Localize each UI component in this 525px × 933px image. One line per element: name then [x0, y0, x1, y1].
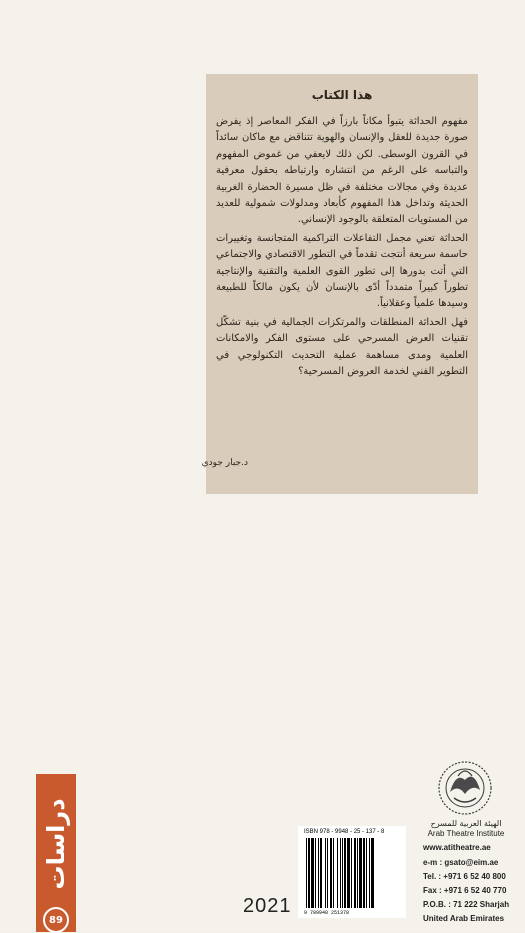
about-book-box: [201, 74, 478, 494]
series-label: دراسات: [42, 798, 70, 890]
isbn-digits: 9 789948 251378: [304, 910, 350, 916]
barcode-icon: [304, 838, 400, 908]
isbn-label: ISBN 978 - 9948 - 25 - 137 - 8: [304, 829, 385, 835]
publisher-tel: Tel. : +971 6 52 40 800: [423, 872, 506, 881]
publisher-logo-icon: [436, 758, 494, 820]
publication-year: 2021: [243, 895, 292, 917]
about-title: هذا الكتاب: [311, 88, 373, 102]
publisher-website: www.atitheatre.ae: [423, 843, 491, 852]
publisher-country: United Arab Emirates: [423, 914, 505, 923]
author-signature: د.جبار جودي: [201, 458, 248, 468]
publisher-name-en: Arab Theatre Institute: [427, 829, 505, 838]
publisher-email: e-m : gsato@eim.ae: [423, 858, 499, 867]
about-paragraph-3: فهل الحداثة المنطلقات والمرتكزات الجمالية في بنية تشكّل تقنيات العرض المسرحي على مستوى الفكر والامكانات العلمية ومدى مساهمة عملية التحديث التكنولوجي في التطوير الفني لخدمة العروض المسرحية؟: [216, 316, 468, 378]
isbn-barcode: [298, 826, 406, 918]
series-tab: [36, 774, 76, 932]
about-body: [216, 114, 468, 383]
publisher-pob: P.O.B. : 71 222 Sharjah: [423, 900, 510, 909]
publisher-name-ar: الهيئة العربية للمسرح: [430, 819, 502, 828]
publisher-fax: Fax : +971 6 52 40 770: [423, 886, 507, 895]
about-paragraph-2: الحداثة تعني مجمل التفاعلات التراكمية المتجانسة وتغييرات حاسمة سريعة أنتجت تقدماً في التطور الاقتصادي والاجتماعي التي أتت بدورها إلى تطور القوى العلمية والتقنية والإنتاجية تطوراً كبيراً متمدداً أدّى بالإنسان لأن يكون مالكاً للطبيعة وسيدها علمياً وعقلانياً.: [216, 232, 468, 310]
series-number-badge: 89: [43, 907, 69, 933]
about-paragraph-1: مفهوم الحداثة يتبوأ مكاناً بارزاً في الفكر المعاصر إذ يفرض صورة جديدة للعقل والإنسان والهوية تتناقض مع ماكان سائداً في القرون الوسطى. لكن ذلك لايعفي من غموض المفهوم والتباسه على الرغم من انتشاره وارتباطه بحقول معرفية عديدة وفي مجالات مختلفة في ظل مسيرة الحضارة الغربية الحديثة وتداخل هذا المفهوم كأبعاد ومدلولات شمولية للعديد من المستويات المتعلقة بالوجود الإنساني.: [216, 116, 468, 226]
